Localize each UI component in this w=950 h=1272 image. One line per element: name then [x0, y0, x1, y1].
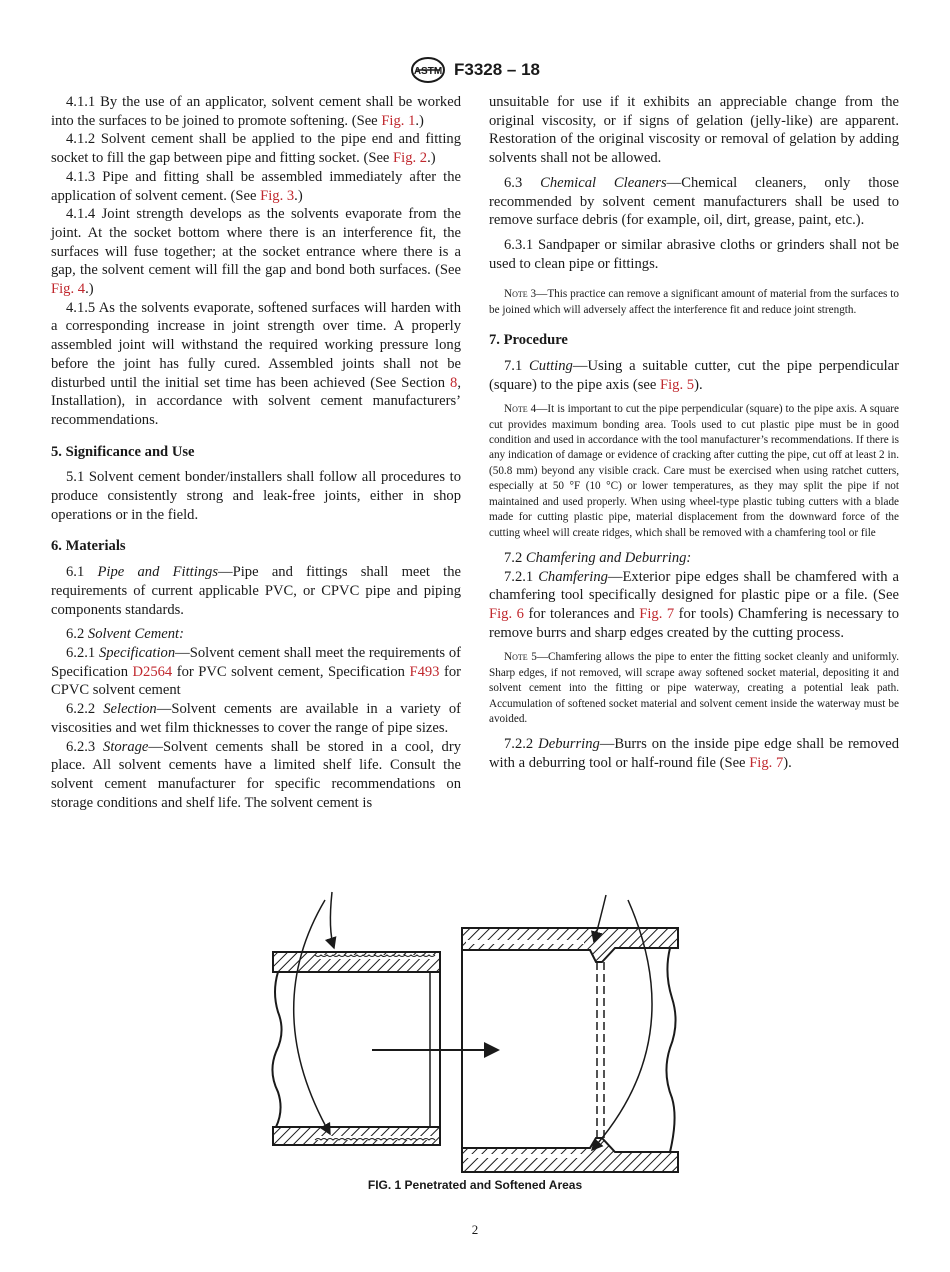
heading-section-7: 7. Procedure: [489, 332, 568, 349]
document-id: F3328 – 18: [453, 60, 540, 79]
para-6-3: 6.3 Chemical Cleaners—Chemical cleaners, only those recommended by solvent cement manufacturers shall be used to remove surface debris (for example, oil, dirt, grease, paint, etc.).: [489, 174, 899, 229]
para-7-2-2: 7.2.2 Deburring—Burrs on the inside pipe edge shall be removed with a deburring tool or half-round file (See Fig. 7).: [489, 736, 899, 772]
para-6-2: 6.2 Solvent Cement:: [66, 626, 184, 643]
fig-3-link[interactable]: Fig. 3: [260, 187, 295, 204]
left-column: [51, 93, 461, 812]
fig-6-link[interactable]: Fig. 6: [489, 606, 524, 623]
para-6-2-1: 6.2.1 Specification—Solvent cement shall meet the requirements of Specification D2564 for PVC solvent cement, Specification F493 for CPVC solvent cement: [51, 644, 461, 699]
fig-4-link[interactable]: Fig. 4: [51, 281, 86, 298]
note-5: Note 5—Chamfering allows the pipe to enter the fitting socket cleanly and uniformly. Sharp edges, if not removed, will scrape away softened socket material, depositing it and solvent cement into the fitting or pipe waterway, creating a potential leak path. Accumulation of softened socket material and solvent cement inside the waterway must be avoided.: [489, 651, 899, 726]
figure-caption: FIG. 1 Penetrated and Softened Areas: [367, 1178, 583, 1192]
para-7-2-1: 7.2.1 Chamfering—Exterior pipe edges shall be chamfered with a chamfering tool specifically designed for plastic pipe or a file. (See Fig. 6 for tolerances and Fig. 7 for tools) Chamfering is necessary to remove burrs and sharp edges created by the cutting process.: [489, 568, 900, 641]
para-5-1: 5.1 Solvent cement bonder/installers shall follow all procedures to produce consistently strong and leak-free joints, either in shop operations or in the field.: [51, 469, 461, 523]
heading-section-5: 5. Significance and Use: [51, 443, 195, 460]
para-continued: unsuitable for use if it exhibits an appreciable change from the original viscosity, or if signs of gelation (jelly-like) are apparent. Restoration of the original viscosity or removal of gelation by adding solvents shall not be allowed.: [489, 94, 899, 167]
para-4-1-1: 4.1.1 By the use of an applicator, solvent cement shall be worked into the surfaces to be joined to promote softening. (See Fig. 1.): [51, 94, 461, 129]
pointer-arrow: [294, 900, 330, 1134]
note-4: Note 4—It is important to cut the pipe perpendicular (square) to the pipe axis. A square cut provides maximum bonding area. Tools used to cut plastic pipe must be in good condition and used in accordance with the tool manufacturer’s recommendations. If there is any indication of damage or evidence of cracking after cutting the pipe, cut off at least 2 in. (50.8 mm) beyond any visible crack. Care must be exercised when using ratchet cutters, especially at 50 °F (10 °C) or lower temperatures, as they may split the pipe if not maintained and used properly. When using wheel-type plastic tubing cutters with a blade made for cutting plastic pipe, material displacement from the downward force of the cutting wheel will create ridges, which shall be removed with a chamfering tool or file: [489, 403, 899, 539]
fig-2-link[interactable]: Fig. 2: [393, 150, 428, 167]
para-7-2: 7.2 Chamfering and Deburring:: [504, 549, 692, 566]
figure-1-diagram: [270, 890, 685, 1180]
para-7-1: 7.1 Cutting—Using a suitable cutter, cut the pipe perpendicular (square) to the pipe axis (see Fig. 5).: [489, 357, 900, 393]
para-4-1-2: 4.1.2 Solvent cement shall be applied to the pipe end and fitting socket to fill the gap between pipe and fitting socket. (See Fig. 2.): [51, 131, 461, 167]
heading-section-6: 6. Materials: [51, 538, 126, 555]
f493-link[interactable]: F493: [409, 663, 440, 680]
logo-text: ASTM: [413, 66, 443, 77]
d2564-link[interactable]: D2564: [132, 663, 173, 680]
pointer-arrow: [330, 892, 334, 948]
page-header: [0, 55, 950, 85]
fig-5-link[interactable]: Fig. 5: [660, 376, 695, 393]
para-4-1-3: 4.1.3 Pipe and fitting shall be assembled immediately after the application of solvent cement. (See Fig. 3.): [51, 168, 461, 204]
section-8-link[interactable]: 8: [450, 374, 458, 391]
note-3: Note 3—This practice can remove a significant amount of material from the surfaces to be joined which will adversely affect the interference fit and reduce joint strength.: [489, 288, 899, 316]
right-column: [489, 93, 899, 773]
para-6-2-2: 6.2.2 Selection—Solvent cements are available in a variety of viscosities and wet film thicknesses to cover the range of pipe sizes.: [51, 701, 461, 736]
page-number: 2: [471, 1222, 479, 1237]
para-4-1-5: 4.1.5 As the solvents evaporate, softened surfaces will harden with a corresponding increase in joint strength over time. A properly assembled joint will withstand the required working pressure long before the joint has fully cured. Assembled joints shall not be disturbed until the initial set time has been achieved (See Section 8, Installation), in accordance with solvent cement manufacturers’ recommendations.: [51, 299, 461, 428]
para-6-2-3: 6.2.3 Storage—Solvent cements shall be stored in a cool, dry place. All solvent cements have a limited shelf life. Consult the solvent cement manufacturer for specific recommendations on storage conditions and shelf life. The solvent cement is: [51, 738, 462, 811]
astm-logo-icon: [410, 56, 446, 84]
fig-7-link-2[interactable]: Fig. 7: [749, 755, 784, 772]
para-6-3-1: 6.3.1 Sandpaper or similar abrasive cloths or grinders shall not be used to clean pipe or fittings.: [489, 236, 899, 272]
para-6-1: 6.1 Pipe and Fittings—Pipe and fittings shall meet the requirements of current applicable PVC, or CPVC pipe and piping components standards.: [51, 564, 462, 618]
para-4-1-4: 4.1.4 Joint strength develops as the solvents evaporate from the joint. At the socket bottom where there is an interference fit, the surfaces will fuse together; at the socket entrance where there is a gap, the solvent cement will fill the gap and bond both surfaces. (See Fig. 4.): [51, 206, 461, 298]
fig-7-link[interactable]: Fig. 7: [639, 606, 675, 623]
fig-1-link[interactable]: Fig. 1: [381, 112, 416, 129]
